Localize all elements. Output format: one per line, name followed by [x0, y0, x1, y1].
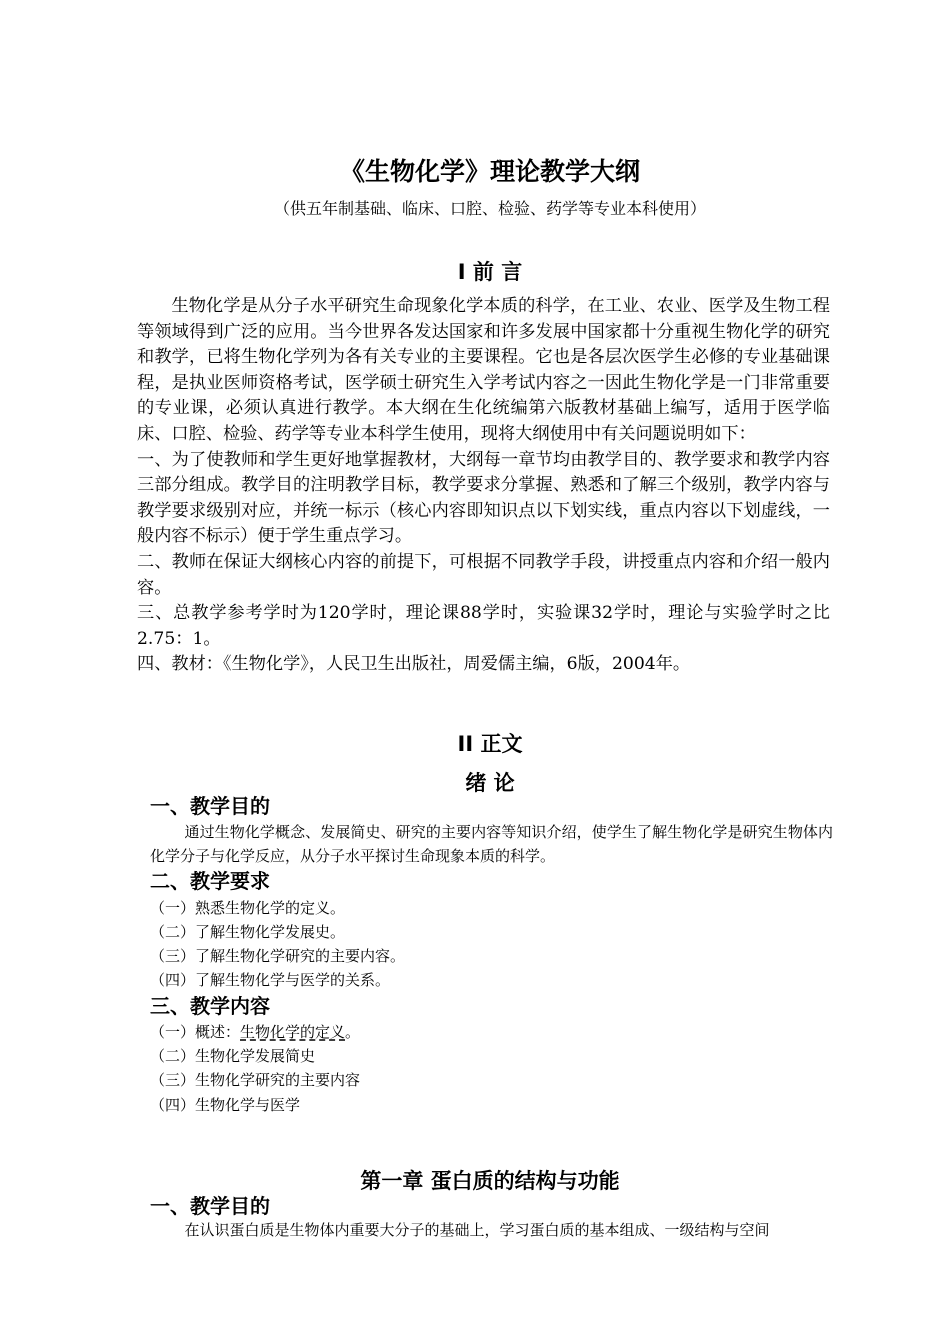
content-item-1-suffix: 。	[345, 1023, 361, 1041]
preface-item-1: 一、为了使教师和学生更好地掌握教材，大纲每一章节均由教学目的、教学要求和教学内容三部分组成。教学目的注明教学目标，教学要求分掌握、熟悉和了解三个级别，教学内容与教学要求级别对应，并统一标示（核心内容即知识点以下划实线，重点内容以下划虚线，一般内容不标示）便于学生重点学习。	[137, 449, 830, 547]
content-item-3: （三）生物化学研究的主要内容	[150, 1071, 361, 1089]
intro-purpose-block	[150, 820, 833, 868]
content-item-2: （二）生物化学发展简史	[150, 1047, 316, 1065]
intro-chapter-heading: 绪 论	[465, 771, 515, 795]
intro-requirements-heading: 二、教学要求	[150, 869, 270, 893]
key-point-dashed: 生物化学的定义	[240, 1023, 346, 1041]
intro-purpose-heading: 一、教学目的	[150, 794, 270, 818]
document-subtitle: （供五年制基础、临床、口腔、检验、药学等专业本科使用）	[273, 199, 706, 218]
chapter1-heading: 第一章 蛋白质的结构与功能	[360, 1169, 620, 1193]
preface-heading: I 前 言	[457, 260, 523, 284]
intro-content-heading: 三、教学内容	[150, 994, 270, 1018]
preface-intro: 生物化学是从分子水平研究生命现象化学本质的科学，在工业、农业、医学及生物工程等领域得到广泛的应用。当今世界各发达国家和许多发展中国家都十分重视生物化学的研究和教学，已将生物化学列为各有关专业的主要课程。它也是各层次医学生必修的专业基础课程，是执业医师资格考试，医学硕士研究生入学考试内容之一因此生物化学是一门非常重要的专业课，必须认真进行教学。本大纲在生化统编第六版教材基础上编写，适用于医学临床、口腔、检验、药学等专业本科学生使用，现将大纲使用中有关问题说明如下：	[137, 296, 830, 444]
requirement-item-3: （三）了解生物化学研究的主要内容。	[150, 947, 406, 965]
requirement-item-4: （四）了解生物化学与医学的关系。	[150, 971, 391, 989]
content-item-4: （四）生物化学与医学	[150, 1096, 301, 1114]
content-item-1-prefix: （一）概述：	[150, 1023, 241, 1041]
preface-item-4: 四、教材：《生物化学》，人民卫生出版社，周爱儒主编，6版，2004年。	[137, 654, 691, 675]
chapter1-purpose-block	[150, 1218, 833, 1242]
chapter1-purpose-text: 在认识蛋白质是生物体内重要大分子的基础上，学习蛋白质的基本组成、一级结构与空间	[184, 1221, 770, 1239]
requirement-item-1: （一）熟悉生物化学的定义。	[150, 899, 346, 917]
intro-purpose-text: 通过生物化学概念、发展简史、研究的主要内容等知识介绍，使学生了解生物化学是研究生物体内化学分子与化学反应，从分子水平探讨生命现象本质的科学。	[150, 823, 833, 865]
body-heading: II 正文	[457, 732, 523, 756]
preface-body	[137, 294, 830, 678]
preface-item-2: 二、教师在保证大纲核心内容的前提下，可根据不同教学手段，讲授重点内容和介绍一般内容。	[137, 551, 830, 598]
chapter1-purpose-heading: 一、教学目的	[150, 1194, 270, 1218]
requirement-item-2: （二）了解生物化学发展史。	[150, 923, 346, 941]
content-item-1	[150, 1020, 360, 1044]
preface-item-3: 三、总教学参考学时为120学时，理论课88学时，实验课32学时，理论与实验学时之比2.75：1。	[137, 603, 830, 649]
document-title: 《生物化学》理论教学大纲	[339, 157, 640, 186]
